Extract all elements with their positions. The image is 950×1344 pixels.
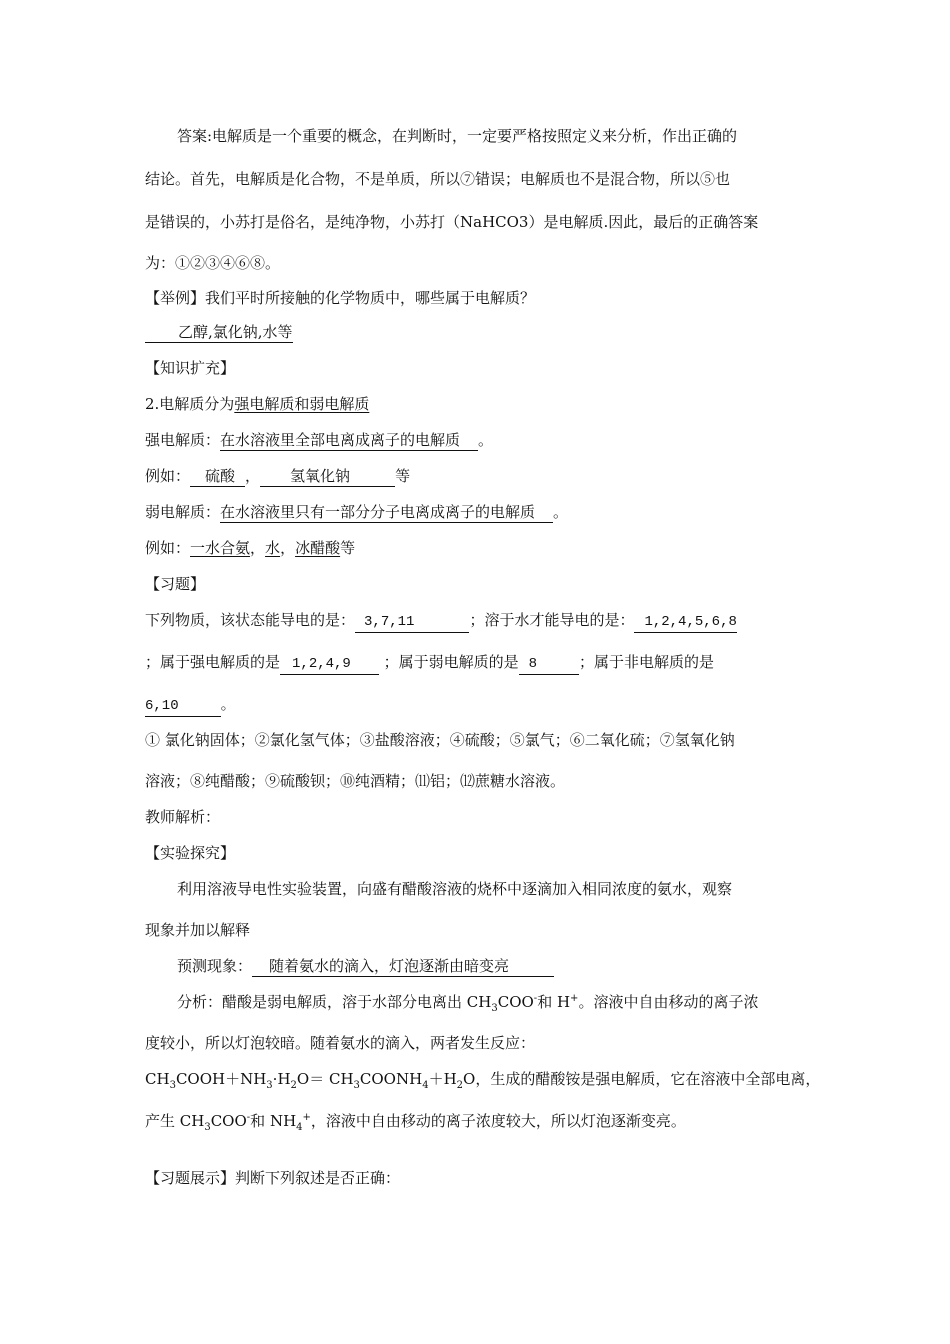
superscript: + [302,1112,311,1123]
analysis-text: 。溶液中自由移动的离子浓 [578,993,759,1011]
equation-text: ＋H [428,1070,457,1088]
subscript: 4 [296,1122,303,1133]
equation-text: COOH＋NH [175,1070,267,1088]
product-text: 和 NH [250,1112,297,1130]
product-line [145,1111,686,1131]
exercise-q-part-5: ；属于非电解质的是 [579,653,715,671]
example-answer-line [145,322,293,343]
exercise-q-part-2: ；溶于水才能导电的是： [469,611,635,629]
analysis-text: 和 H [537,993,571,1011]
product-text: COO [210,1112,247,1130]
knowledge-heading: 【知识扩充】 [145,359,236,377]
subscript: 3 [204,1122,211,1133]
subscript: 3 [266,1080,273,1091]
experiment-line-1: 利用溶液导电性实验装置，向盛有醋酸溶液的烧杯中逐滴加入相同浓度的氨水，观察 [177,880,733,898]
answer-line-2: 结论。首先，电解质是化合物，不是单质，所以⑦错误；电解质也不是混合物，所以⑤也 [145,170,731,188]
exercise-q-part-1: 下列物质，该状态能导电的是： [145,611,356,629]
strong-label: 强电解质： [145,431,221,449]
experiment-line-2: 现象并加以解释 [145,921,251,939]
analysis-text: 分析：醋酸是弱电解质，溶于水部分电离出 CH [177,993,492,1011]
exercise-q-part-3: ；属于强电解质的是 [145,653,281,671]
equation-text: ·H [272,1070,291,1088]
weak-definition-line [145,502,568,523]
analysis-line-2: 度较小，所以灯泡较暗。随着氨水的滴入，两者发生反应： [145,1034,536,1052]
display-line [145,1168,400,1188]
comma: ， [250,539,266,557]
example-heading: 【举例】 [145,289,206,307]
experiment-heading: 【实验探究】 [145,844,236,862]
exercise-question-line-2 [145,652,714,675]
equation-text: CH [145,1070,170,1088]
product-text: 产生 CH [145,1112,205,1130]
exercise-items-line-1: ① 氯化钠固体；②氯化氢气体；③盐酸溶液；④硫酸；⑤氯气；⑥二氧化硫；⑦氢氧化钠 [145,731,735,749]
equation-text: O，生成的醋酸铵是强电解质，它在溶液中全部电离， [463,1070,821,1088]
teacher-analysis-label: 教师解析： [145,808,221,826]
exercise-question-line-1 [145,610,737,633]
exercise-question-line-3 [145,694,236,717]
exercise-answer-strong: 1,2,4,9 [280,655,379,675]
comma: ， [245,467,261,485]
exercise-q-part-4: ；属于弱电解质的是 [383,653,519,671]
comma: ， [280,539,296,557]
strong-definition-line [145,430,493,451]
example-question: 我们平时所接触的化学物质中，哪些属于电解质？ [205,289,536,307]
exercise-items-line-2: 溶液；⑧纯醋酸；⑨硫酸钡；⑩纯酒精；⑾铝；⑿蔗糖水溶液。 [145,772,566,790]
weak-example-2: 水 [265,539,281,557]
weak-etc: 等 [340,539,356,557]
subscript: 4 [422,1080,429,1091]
display-text: 判断下列叙述是否正确： [235,1169,401,1187]
subscript: 3 [353,1080,360,1091]
equation-text: O＝ CH [296,1070,354,1088]
knowledge-point-line [145,394,369,414]
subscript: 2 [456,1080,464,1091]
exercise-heading: 【习题】 [145,575,206,593]
etc: 等 [395,467,411,485]
display-heading: 【习题展示】 [145,1169,236,1187]
superscript: - [533,993,538,1004]
weak-label: 弱电解质： [145,503,221,521]
knowledge-point-prefix: 2.电解质分为 [145,395,235,413]
analysis-text: COO [497,993,534,1011]
period: 。 [478,431,494,449]
superscript: - [246,1112,251,1123]
answer-line-1: 答案:电解质是一个重要的概念，在判断时，一定要严格按照定义来分析，作出正确的 [177,127,738,145]
predict-answer: 随着氨水的滴入，灯泡逐渐由暗变亮 [252,957,554,977]
example-answer: 乙醇,氯化钠,水等 [145,323,293,343]
strong-example-line [145,466,410,487]
answer-line-3: 是错误的，小苏打是俗名，是纯净物，小苏打（NaHCO3）是电解质.因此，最后的正确答案 [145,213,759,231]
subscript: 3 [169,1080,176,1091]
strong-example-2: 氢氧化钠 [260,467,395,487]
analysis-line-1 [177,992,758,1012]
period: 。 [553,503,569,521]
strong-definition: 在水溶液里全部电离成离子的电解质 [220,431,478,451]
weak-definition: 在水溶液里只有一部分分子电离成离子的电解质 [220,503,553,523]
subscript: 2 [290,1080,297,1091]
knowledge-point-answer: 强电解质和弱电解质 [234,395,370,413]
exercise-answer-conduct: 3,7,11 [355,613,469,633]
answer-line-4: 为：①②③④⑥⑧。 [145,254,281,272]
exercise-answer-non: 6,10 [145,697,221,717]
subscript: 3 [491,1003,498,1014]
weak-example-line [145,538,355,558]
equation-line [145,1069,820,1089]
weak-example-1: 一水合氨 [190,539,251,557]
predict-label: 预测现象： [177,957,253,975]
strong-example-1: 硫酸 [190,467,245,487]
strong-example-label: 例如： [145,467,191,485]
predict-line [177,956,554,977]
exercise-answer-water-conduct: 1,2,4,5,6,8 [634,613,736,633]
superscript: + [570,993,579,1004]
example-question-line [145,288,535,308]
period: 。 [220,695,236,713]
weak-example-label: 例如： [145,539,191,557]
exercise-answer-weak: 8 [519,655,579,675]
equation-text: COONH [359,1070,423,1088]
weak-example-3: 冰醋酸 [295,539,341,557]
product-text: ，溶液中自由移动的离子浓度较大，所以灯泡逐渐变亮。 [310,1112,686,1130]
